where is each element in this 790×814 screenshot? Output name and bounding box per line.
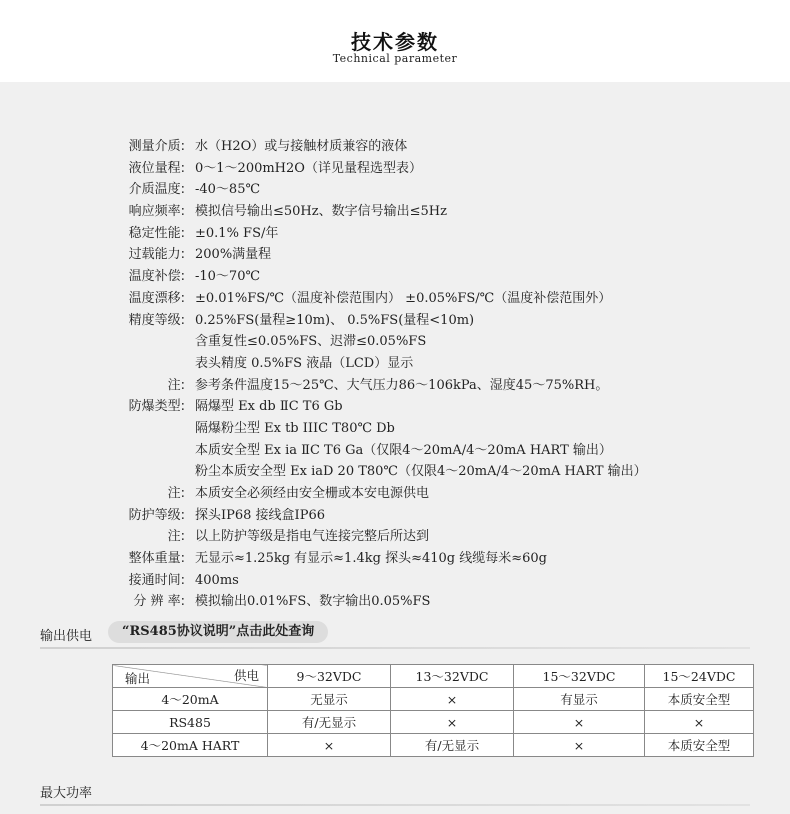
- spec-label: 防护等级:: [128, 507, 185, 523]
- spec-label: [110, 331, 195, 353]
- spec-value: 本质安全必须经由安全栅或本安电源供电: [195, 486, 430, 501]
- spec-value: 以上防护等级是指电气连接完整后所达到: [195, 529, 430, 545]
- column-header: 15～24VDC: [645, 665, 754, 688]
- spec-row: [110, 310, 790, 332]
- spec-row: [110, 461, 790, 483]
- spec-value: 本质安全型 Ex ia ⅡC T6 Ga（仅限4～20mA/4～20mA HART 输出）: [195, 442, 612, 458]
- table-header-row: [113, 665, 754, 688]
- table-cell: ×: [645, 711, 754, 734]
- section-max-power-title: 最大功率: [40, 786, 93, 801]
- spec-label: 注:: [167, 377, 185, 393]
- spec-row: [110, 331, 790, 353]
- spec-value: 含重复性≤0.05%FS、迟滞≤0.05%FS: [195, 334, 427, 350]
- spec-value: 参考条件温度15～25℃、大气压力86～106kPa、湿度45～75%RH。: [195, 377, 609, 393]
- spec-row: [110, 353, 790, 375]
- section-divider: [40, 647, 750, 649]
- spec-value: 表头精度 0.5%FS 液晶（LCD）显示: [195, 355, 414, 371]
- spec-value: ±0.01%FS/℃（温度补偿范围内） ±0.05%FS/℃（温度补偿范围外）: [195, 290, 612, 306]
- table-corner-cell: [113, 665, 268, 688]
- spec-value: 0～1～200mH2O（详见量程选型表）: [195, 160, 422, 176]
- table-row: [113, 711, 754, 734]
- spec-label: [110, 440, 195, 462]
- spec-label: 整体重量:: [128, 551, 185, 567]
- table-cell: ×: [514, 734, 645, 757]
- section-divider: [40, 804, 750, 806]
- column-header: 15～32VDC: [514, 665, 645, 688]
- spec-label: 分 辨 率:: [133, 594, 185, 610]
- spec-value: 水（H2O）或与接触材质兼容的液体: [195, 139, 408, 154]
- row-label: 4～20mA: [113, 688, 268, 711]
- table-cell: 本质安全型: [645, 688, 754, 711]
- spec-label: 测量介质:: [128, 139, 185, 154]
- spec-row: [110, 548, 790, 570]
- section-power-title: 输出供电: [40, 629, 93, 644]
- spec-row: [110, 483, 790, 505]
- table-cell: ×: [391, 688, 514, 711]
- spec-label: [110, 353, 195, 375]
- table-cell: 有/无显示: [391, 734, 514, 757]
- spec-label: 过载能力:: [128, 247, 185, 263]
- spec-value: ±0.1% FS/年: [195, 225, 279, 241]
- section-power: [40, 621, 750, 649]
- spec-value: 探头IP68 接线盒IP66: [195, 507, 325, 523]
- spec-row: [110, 396, 790, 418]
- corner-supply-label: 供电: [233, 668, 259, 683]
- spec-row: [110, 136, 790, 158]
- spec-row: [110, 591, 790, 613]
- spec-label: 温度漂移:: [128, 290, 185, 306]
- spec-label: 温度补偿:: [128, 269, 185, 285]
- row-label: RS485: [113, 711, 268, 734]
- spec-value: 模拟输出0.01%FS、数字输出0.05%FS: [195, 594, 431, 610]
- spec-value: 0.25%FS(量程≥10m)、 0.5%FS(量程<10m): [195, 312, 475, 328]
- spec-label: 注:: [167, 529, 185, 545]
- spec-row: [110, 201, 790, 223]
- spec-label: 防爆类型:: [128, 399, 185, 415]
- spec-row: [110, 418, 790, 440]
- table-cell: ×: [514, 711, 645, 734]
- spec-row: [110, 266, 790, 288]
- spec-label: 介质温度:: [128, 182, 185, 198]
- table-row: [113, 688, 754, 711]
- spec-label: 精度等级:: [128, 312, 185, 328]
- table-cell: ×: [391, 711, 514, 734]
- page-header: [0, 0, 790, 82]
- spec-label: 接通时间:: [128, 572, 185, 588]
- section-max-power: [40, 778, 750, 806]
- table-cell: 有/无显示: [268, 711, 391, 734]
- spec-label: [110, 418, 195, 440]
- spec-value: -10～70℃: [195, 269, 261, 285]
- spec-label: 液位量程:: [128, 160, 185, 176]
- spec-row: [110, 570, 790, 592]
- table-cell: 本质安全型: [645, 734, 754, 757]
- row-label: 4～20mA HART: [113, 734, 268, 757]
- spec-value: 400ms: [195, 572, 239, 588]
- table-cell: ×: [268, 734, 391, 757]
- spec-row: [110, 375, 790, 397]
- column-header: 9～32VDC: [268, 665, 391, 688]
- spec-value: 粉尘本质安全型 Ex iaD 20 T80℃（仅限4～20mA/4～20mA HART 输出）: [195, 464, 647, 480]
- corner-output-label: 输出: [125, 671, 151, 686]
- spec-value: 隔爆粉尘型 Ex tb IIIC T80℃ Db: [195, 420, 395, 436]
- spec-label: 注:: [167, 486, 185, 501]
- spec-row: [110, 179, 790, 201]
- page-subtitle: Technical parameter: [332, 52, 458, 65]
- spec-row: [110, 244, 790, 266]
- rs485-protocol-link[interactable]: “RS485协议说明”点击此处查询: [108, 621, 328, 643]
- table-cell: 无显示: [268, 688, 391, 711]
- spec-label: 稳定性能:: [128, 225, 185, 241]
- spec-value: -40～85℃: [195, 182, 261, 198]
- spec-row: [110, 223, 790, 245]
- spec-value: 200%满量程: [195, 247, 272, 263]
- spec-value: 无显示≈1.25kg 有显示≈1.4kg 探头≈410g 线缆每米≈60g: [195, 551, 547, 567]
- spec-row: [110, 526, 790, 548]
- page-title: 技术参数: [351, 30, 439, 54]
- spec-row: [110, 440, 790, 462]
- table-row: [113, 734, 754, 757]
- spec-value: 模拟信号输出≤50Hz、数字信号输出≤5Hz: [195, 204, 447, 220]
- spec-label: [110, 461, 195, 483]
- column-header: 13～32VDC: [391, 665, 514, 688]
- spec-row: [110, 288, 790, 310]
- power-supply-table: [112, 664, 754, 757]
- spec-label: 响应频率:: [128, 204, 185, 220]
- spec-row: [110, 158, 790, 180]
- spec-list: [110, 136, 790, 613]
- spec-row: [110, 505, 790, 527]
- spec-value: 隔爆型 Ex db ⅡC T6 Gb: [195, 399, 343, 415]
- table-cell: 有显示: [514, 688, 645, 711]
